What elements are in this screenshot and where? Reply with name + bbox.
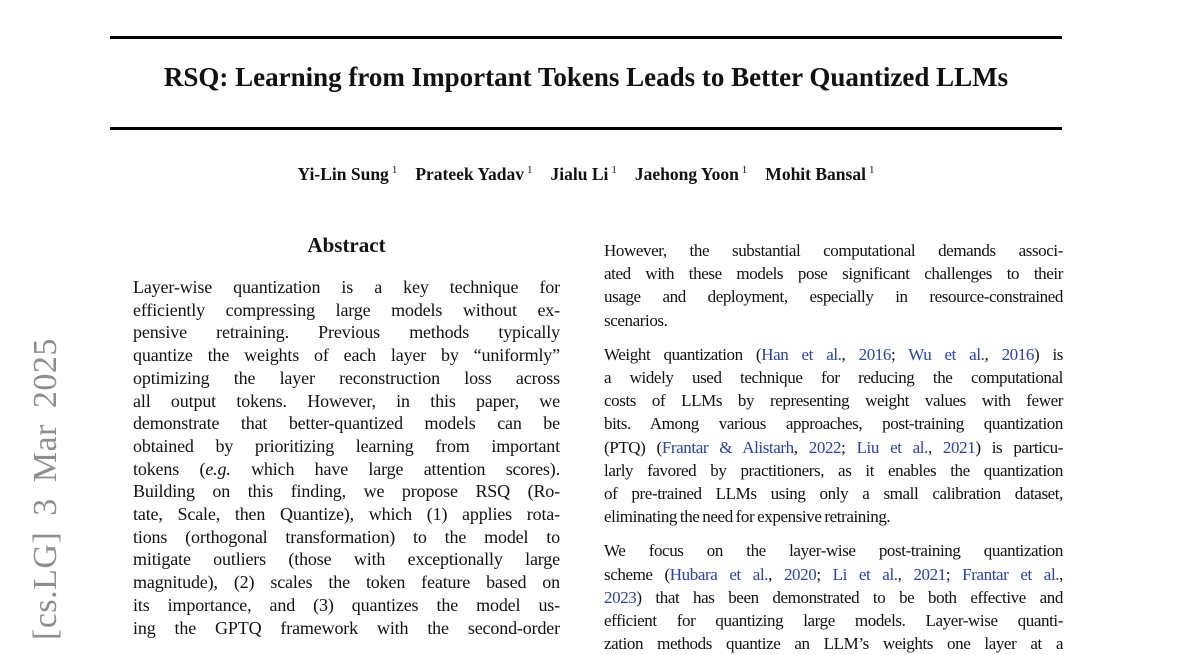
- text-span: tokens (: [133, 458, 206, 479]
- text-span: ;: [841, 437, 857, 457]
- text-span: ;: [816, 564, 833, 584]
- text-line: [604, 609, 1063, 632]
- citation-link[interactable]: 2021: [913, 564, 946, 584]
- text-line: [604, 309, 1063, 332]
- text-line: [133, 321, 560, 344]
- text-line: [133, 548, 560, 571]
- text-line: [133, 480, 560, 503]
- text-line: [604, 389, 1063, 412]
- paragraph: [604, 343, 1063, 529]
- text-span: ) is particu-: [975, 437, 1063, 457]
- paragraph: [604, 539, 1063, 655]
- text-span: ,: [1059, 564, 1063, 584]
- text-line: [604, 505, 1063, 528]
- text-line: [133, 276, 560, 299]
- text-span: ing the GPTQ framework with the second-order: [133, 617, 560, 638]
- text-span: ;: [891, 344, 909, 364]
- text-span: Building on this finding, we propose RSQ (Ro-: [133, 481, 560, 502]
- author-affiliation-sup: 1: [611, 164, 617, 177]
- author-name: Jaehong Yoon: [634, 164, 739, 184]
- citation-link[interactable]: 2020: [783, 564, 817, 584]
- text-span: efficient for quantizing large models. Layer-wise quanti-: [604, 611, 1063, 631]
- text-span: pensive retraining. Previous methods typically: [133, 322, 560, 343]
- text-span: tions (orthogonal transformation) to the model to: [133, 526, 560, 547]
- citation-link[interactable]: Liu et al.: [856, 437, 928, 457]
- text-span: efficiently compressing large models without ex-: [133, 299, 560, 320]
- text-span: quantize the weights of each layer by “uniformly”: [133, 345, 560, 366]
- text-line: [604, 239, 1063, 262]
- text-span: its importance, and (3) quantizes the model us-: [133, 594, 560, 615]
- text-span: ) is: [1033, 344, 1063, 364]
- citation-link[interactable]: Li et al.: [832, 564, 898, 584]
- author-affiliation-sup: 1: [741, 164, 748, 177]
- author: [298, 164, 398, 184]
- text-span: all output tokens. However, in this paper, we: [133, 390, 560, 411]
- citation-link[interactable]: Frantar & Alistarh: [661, 437, 794, 457]
- author: [551, 164, 617, 184]
- text-line: [604, 262, 1063, 285]
- citation-link[interactable]: 2023: [604, 587, 637, 607]
- author-name: Prateek Yadav: [415, 164, 525, 184]
- text-span: ,: [927, 437, 943, 457]
- text-line: [604, 343, 1063, 366]
- text-span: which have large attention scores).: [230, 458, 560, 479]
- text-span: Weight quantization (: [604, 344, 762, 364]
- text-line: [133, 435, 560, 458]
- text-line: [604, 586, 1063, 609]
- text-line: [604, 482, 1063, 505]
- author-affiliation-sup: 1: [527, 164, 533, 177]
- text-line: [133, 412, 560, 435]
- citation-link[interactable]: Frantar et al.: [962, 564, 1060, 584]
- text-span: ated with these models pose significant challenges to their: [604, 264, 1063, 284]
- text-span: magnitude), (2) scales the token feature based on: [133, 572, 560, 593]
- text-span: optimizing the layer reconstruction loss across: [133, 367, 560, 388]
- author: [635, 164, 747, 184]
- text-span: tate, Scale, then Quantize), which (1) applies rota-: [133, 504, 560, 525]
- paper-title: RSQ: Learning from Important Tokens Leads to Better Quantized LLMs: [163, 62, 1009, 92]
- text-line: [604, 539, 1063, 562]
- author-name: Mohit Bansal: [765, 164, 866, 184]
- abstract-body: [133, 276, 560, 639]
- text-line: [133, 526, 560, 549]
- text-line: [133, 390, 560, 413]
- text-span: demonstrate that better-quantized models can be: [133, 413, 560, 434]
- text-span: bits. Among various approaches, post-training quantization: [604, 414, 1063, 434]
- text-span: ,: [984, 344, 1002, 364]
- text-line: [133, 594, 560, 617]
- text-span: mitigate outliers (those with exceptionally large: [133, 549, 560, 570]
- title-rule: [110, 127, 1062, 130]
- text-span: zation methods quantize an LLM’s weights one layer at a: [604, 634, 1063, 654]
- abstract-heading: Abstract: [307, 233, 386, 257]
- text-line: [133, 344, 560, 367]
- author-list: [110, 164, 1062, 185]
- text-span: Layer-wise quantization is a key technique for: [133, 277, 560, 297]
- text-span: ) that has been demonstrated to be both effective and: [636, 587, 1063, 607]
- text-line: [133, 299, 560, 322]
- text-span: larly favored by practitioners, as it enables the quantization: [604, 460, 1063, 480]
- citation-link[interactable]: Han et al.: [761, 344, 842, 364]
- text-line: [604, 563, 1063, 586]
- text-span: usage and deployment, especially in resource-constrained: [604, 287, 1063, 307]
- text-span: ,: [768, 564, 784, 584]
- citation-link[interactable]: Hubara et al.: [669, 564, 769, 584]
- text-line: [133, 571, 560, 594]
- citation-link[interactable]: 2022: [808, 437, 842, 457]
- text-span: scenarios.: [604, 310, 668, 330]
- text-line: [604, 459, 1063, 482]
- text-span: eliminating the need for expensive retraining.: [604, 507, 891, 527]
- text-line: [604, 412, 1063, 435]
- author-name: Yi-Lin Sung: [297, 164, 389, 184]
- italic-text: e.g.: [205, 458, 231, 479]
- text-line: [604, 366, 1063, 389]
- text-line: [133, 458, 560, 481]
- author-affiliation-sup: 1: [868, 164, 875, 177]
- text-span: (PTQ) (: [604, 437, 662, 457]
- intro-column: [604, 239, 1063, 655]
- citation-link[interactable]: 2016: [1001, 344, 1034, 364]
- text-line: [133, 617, 560, 640]
- text-span: However, the substantial computational demands associ-: [604, 241, 1063, 260]
- text-line: [604, 436, 1063, 459]
- author-name: Jialu Li: [550, 164, 609, 184]
- author-affiliation-sup: 1: [391, 164, 398, 177]
- text-span: scheme (: [604, 564, 670, 584]
- text-line: [133, 367, 560, 390]
- text-line: [604, 632, 1063, 655]
- text-line: [604, 285, 1063, 308]
- text-span: costs of LLMs by representing weight values with fewer: [604, 391, 1063, 411]
- text-span: ,: [897, 564, 914, 584]
- citation-link[interactable]: 2021: [942, 437, 976, 457]
- arxiv-watermark: [cs.LG] 3 Mar 2025: [27, 338, 64, 640]
- author: [765, 164, 874, 184]
- text-span: obtained by prioritizing learning from important: [133, 435, 560, 456]
- top-rule: [110, 36, 1062, 39]
- citation-link[interactable]: 2016: [858, 344, 891, 364]
- text-span: ;: [945, 564, 963, 584]
- text-line: [133, 503, 560, 526]
- paragraph: [604, 239, 1063, 332]
- text-span: of pre-trained LLMs using only a small calibration dataset,: [604, 484, 1063, 504]
- citation-link[interactable]: Wu et al.: [908, 344, 985, 364]
- text-span: ,: [841, 344, 859, 364]
- text-span: ,: [793, 437, 809, 457]
- text-span: We focus on the layer-wise post-training quantization: [604, 541, 1063, 561]
- author: [415, 164, 532, 184]
- text-span: a widely used technique for reducing the computational: [604, 368, 1063, 388]
